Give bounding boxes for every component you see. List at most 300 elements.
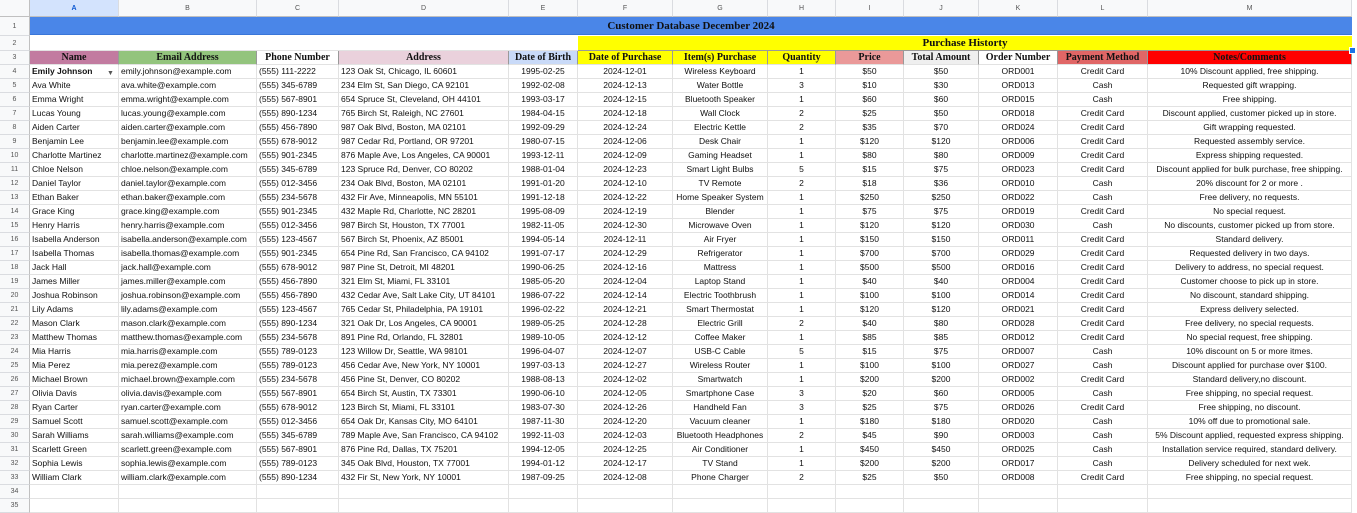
cell-g32[interactable]: TV Stand [673, 457, 768, 471]
cell-d33[interactable]: 432 Fir St, New York, NY 10001 [339, 471, 509, 485]
cell-l22[interactable]: Credit Card [1058, 317, 1148, 331]
cell-c19[interactable]: (555) 456-7890 [257, 275, 339, 289]
cell-a26[interactable]: Michael Brown [30, 373, 119, 387]
cell-k5[interactable]: ORD013 [979, 79, 1058, 93]
cell-a29[interactable]: Samuel Scott [30, 415, 119, 429]
cell-i10[interactable]: $80 [836, 149, 904, 163]
cell-e31[interactable]: 1994-12-05 [509, 443, 578, 457]
cell-a18[interactable]: Jack Hall [30, 261, 119, 275]
cell-a25[interactable]: Mia Perez [30, 359, 119, 373]
cell-h21[interactable]: 1 [768, 303, 836, 317]
cell-i31[interactable]: $450 [836, 443, 904, 457]
cell-m24[interactable]: 10% discount on 5 or more itmes. [1148, 345, 1352, 359]
row-header-33[interactable]: 33 [0, 471, 30, 485]
cell-c30[interactable]: (555) 345-6789 [257, 429, 339, 443]
row-header-18[interactable]: 18 [0, 261, 30, 275]
cell-a33[interactable]: William Clark [30, 471, 119, 485]
cell-d24[interactable]: 123 Willow Dr, Seattle, WA 98101 [339, 345, 509, 359]
cell-d6[interactable]: 654 Spruce St, Cleveland, OH 44101 [339, 93, 509, 107]
column-header-d[interactable]: D [339, 0, 509, 17]
cell-b31[interactable]: scarlett.green@example.com [119, 443, 257, 457]
cell-h12[interactable]: 2 [768, 177, 836, 191]
column-header-e[interactable]: E [509, 0, 578, 17]
column-header-g[interactable]: G [673, 0, 768, 17]
cell-c33[interactable]: (555) 890-1234 [257, 471, 339, 485]
cell-f4[interactable]: 2024-12-01 [578, 65, 673, 79]
cell-h30[interactable]: 2 [768, 429, 836, 443]
cell-k7[interactable]: ORD018 [979, 107, 1058, 121]
header-price[interactable]: Price [836, 51, 904, 65]
cell-h10[interactable]: 1 [768, 149, 836, 163]
cell-a13[interactable]: Ethan Baker [30, 191, 119, 205]
cell-i15[interactable]: $120 [836, 219, 904, 233]
cell-a22[interactable]: Mason Clark [30, 317, 119, 331]
cell-k31[interactable]: ORD025 [979, 443, 1058, 457]
cell-i12[interactable]: $18 [836, 177, 904, 191]
cell-k33[interactable]: ORD008 [979, 471, 1058, 485]
cell-g14[interactable]: Blender [673, 205, 768, 219]
column-header-l[interactable]: L [1058, 0, 1148, 17]
cell-a30[interactable]: Sarah Williams [30, 429, 119, 443]
cell-h5[interactable]: 3 [768, 79, 836, 93]
cell-k13[interactable]: ORD022 [979, 191, 1058, 205]
cell-m26[interactable]: Standard delivery,no discount. [1148, 373, 1352, 387]
cell-i33[interactable]: $25 [836, 471, 904, 485]
cell-b27[interactable]: olivia.davis@example.com [119, 387, 257, 401]
row-header-24[interactable]: 24 [0, 345, 30, 359]
cell-i35[interactable] [836, 499, 904, 513]
cell-f22[interactable]: 2024-12-28 [578, 317, 673, 331]
cell-d19[interactable]: 321 Elm St, Miami, FL 33101 [339, 275, 509, 289]
cell-g11[interactable]: Smart Light Bulbs [673, 163, 768, 177]
row-header-28[interactable]: 28 [0, 401, 30, 415]
row-header-29[interactable]: 29 [0, 415, 30, 429]
cell-c22[interactable]: (555) 890-1234 [257, 317, 339, 331]
cell-c8[interactable]: (555) 456-7890 [257, 121, 339, 135]
cell-b4[interactable]: emily.johnson@example.com [119, 65, 257, 79]
cell-c31[interactable]: (555) 567-8901 [257, 443, 339, 457]
cell-h33[interactable]: 2 [768, 471, 836, 485]
cell-g9[interactable]: Desk Chair [673, 135, 768, 149]
cell-b30[interactable]: sarah.williams@example.com [119, 429, 257, 443]
cell-j13[interactable]: $250 [904, 191, 979, 205]
cell-i19[interactable]: $40 [836, 275, 904, 289]
cell-b26[interactable]: michael.brown@example.com [119, 373, 257, 387]
cell-a10[interactable]: Charlotte Martinez [30, 149, 119, 163]
cell-b19[interactable]: james.miller@example.com [119, 275, 257, 289]
row-header-26[interactable]: 26 [0, 373, 30, 387]
cell-j5[interactable]: $30 [904, 79, 979, 93]
cell-d16[interactable]: 567 Birch St, Phoenix, AZ 85001 [339, 233, 509, 247]
cell-l35[interactable] [1058, 499, 1148, 513]
header-address[interactable]: Address [339, 51, 509, 65]
cell-c7[interactable]: (555) 890-1234 [257, 107, 339, 121]
cell-e8[interactable]: 1992-09-29 [509, 121, 578, 135]
cell-f34[interactable] [578, 485, 673, 499]
cell-b7[interactable]: lucas.young@example.com [119, 107, 257, 121]
cell-e28[interactable]: 1983-07-30 [509, 401, 578, 415]
cell-m18[interactable]: Delivery to address, no special request. [1148, 261, 1352, 275]
header-name[interactable]: Name [30, 51, 119, 65]
column-header-h[interactable]: H [768, 0, 836, 17]
cell-d31[interactable]: 876 Pine Rd, Dallas, TX 75201 [339, 443, 509, 457]
cell-b25[interactable]: mia.perez@example.com [119, 359, 257, 373]
cell-d26[interactable]: 456 Pine St, Denver, CO 80202 [339, 373, 509, 387]
cell-d10[interactable]: 876 Maple Ave, Los Angeles, CA 90001 [339, 149, 509, 163]
cell-b28[interactable]: ryan.carter@example.com [119, 401, 257, 415]
cell-k28[interactable]: ORD026 [979, 401, 1058, 415]
cell-a17[interactable]: Isabella Thomas [30, 247, 119, 261]
row-header-20[interactable]: 20 [0, 289, 30, 303]
cell-f29[interactable]: 2024-12-20 [578, 415, 673, 429]
cell-l28[interactable]: Credit Card [1058, 401, 1148, 415]
cell-i7[interactable]: $25 [836, 107, 904, 121]
cell-b5[interactable]: ava.white@example.com [119, 79, 257, 93]
cell-i23[interactable]: $85 [836, 331, 904, 345]
cell-i17[interactable]: $700 [836, 247, 904, 261]
cell-h11[interactable]: 5 [768, 163, 836, 177]
cell-e7[interactable]: 1984-04-15 [509, 107, 578, 121]
cell-l4[interactable]: Credit Card [1058, 65, 1148, 79]
cell-g31[interactable]: Air Conditioner [673, 443, 768, 457]
cell-c27[interactable]: (555) 567-8901 [257, 387, 339, 401]
cell-b9[interactable]: benjamin.lee@example.com [119, 135, 257, 149]
cell-j7[interactable]: $50 [904, 107, 979, 121]
cell-f6[interactable]: 2024-12-15 [578, 93, 673, 107]
cell-b17[interactable]: isabella.thomas@example.com [119, 247, 257, 261]
row-header-16[interactable]: 16 [0, 233, 30, 247]
row-header-4[interactable]: 4 [0, 65, 30, 79]
cell-e26[interactable]: 1988-08-13 [509, 373, 578, 387]
cell-h16[interactable]: 1 [768, 233, 836, 247]
cell-d27[interactable]: 654 Birch St, Austin, TX 73301 [339, 387, 509, 401]
cell-j24[interactable]: $75 [904, 345, 979, 359]
cell-i32[interactable]: $200 [836, 457, 904, 471]
cell-e22[interactable]: 1989-05-25 [509, 317, 578, 331]
row-header-25[interactable]: 25 [0, 359, 30, 373]
cell-b33[interactable]: william.clark@example.com [119, 471, 257, 485]
cell-h19[interactable]: 1 [768, 275, 836, 289]
cell-m33[interactable]: Free shipping, no special request. [1148, 471, 1352, 485]
cell-h14[interactable]: 1 [768, 205, 836, 219]
cell-h15[interactable]: 1 [768, 219, 836, 233]
cell-i34[interactable] [836, 485, 904, 499]
cell-l25[interactable]: Cash [1058, 359, 1148, 373]
cell-e6[interactable]: 1993-03-17 [509, 93, 578, 107]
cell-i21[interactable]: $120 [836, 303, 904, 317]
row-header-34[interactable]: 34 [0, 485, 30, 499]
cell-j16[interactable]: $150 [904, 233, 979, 247]
cell-j11[interactable]: $75 [904, 163, 979, 177]
cell-c28[interactable]: (555) 678-9012 [257, 401, 339, 415]
cell-e27[interactable]: 1990-06-10 [509, 387, 578, 401]
cell-f15[interactable]: 2024-12-30 [578, 219, 673, 233]
cell-b20[interactable]: joshua.robinson@example.com [119, 289, 257, 303]
row-header-17[interactable]: 17 [0, 247, 30, 261]
cell-i11[interactable]: $15 [836, 163, 904, 177]
row-header-35[interactable]: 35 [0, 499, 30, 513]
cell-k11[interactable]: ORD023 [979, 163, 1058, 177]
cell-f20[interactable]: 2024-12-14 [578, 289, 673, 303]
row-header-1[interactable]: 1 [0, 17, 30, 36]
cell-a27[interactable]: Olivia Davis [30, 387, 119, 401]
cell-b13[interactable]: ethan.baker@example.com [119, 191, 257, 205]
cell-e34[interactable] [509, 485, 578, 499]
cell-l21[interactable]: Credit Card [1058, 303, 1148, 317]
cell-j21[interactable]: $120 [904, 303, 979, 317]
cell-g10[interactable]: Gaming Headset [673, 149, 768, 163]
cell-k9[interactable]: ORD006 [979, 135, 1058, 149]
cell-m31[interactable]: Installation service required, standard delivery. [1148, 443, 1352, 457]
cell-k17[interactable]: ORD029 [979, 247, 1058, 261]
row-header-6[interactable]: 6 [0, 93, 30, 107]
cell-a24[interactable]: Mia Harris [30, 345, 119, 359]
cell-m23[interactable]: No special request, free shipping. [1148, 331, 1352, 345]
row-header-3[interactable]: 3 [0, 51, 30, 65]
cell-l33[interactable]: Credit Card [1058, 471, 1148, 485]
cell-f5[interactable]: 2024-12-13 [578, 79, 673, 93]
cell-d13[interactable]: 432 Fir Ave, Minneapolis, MN 55101 [339, 191, 509, 205]
row-header-5[interactable]: 5 [0, 79, 30, 93]
cell-e12[interactable]: 1991-01-20 [509, 177, 578, 191]
row-header-8[interactable]: 8 [0, 121, 30, 135]
cell-l18[interactable]: Credit Card [1058, 261, 1148, 275]
cell-b14[interactable]: grace.king@example.com [119, 205, 257, 219]
cell-k12[interactable]: ORD010 [979, 177, 1058, 191]
cell-c11[interactable]: (555) 345-6789 [257, 163, 339, 177]
cell-g17[interactable]: Refrigerator [673, 247, 768, 261]
cell-l6[interactable]: Cash [1058, 93, 1148, 107]
cell-b34[interactable] [119, 485, 257, 499]
column-header-k[interactable]: K [979, 0, 1058, 17]
row-2-blank-cells[interactable] [30, 36, 578, 51]
cell-c21[interactable]: (555) 123-4567 [257, 303, 339, 317]
cell-f18[interactable]: 2024-12-16 [578, 261, 673, 275]
cell-g28[interactable]: Handheld Fan [673, 401, 768, 415]
cell-a21[interactable]: Lily Adams [30, 303, 119, 317]
cell-i9[interactable]: $120 [836, 135, 904, 149]
column-header-f[interactable]: F [578, 0, 673, 17]
cell-m9[interactable]: Requested assembly service. [1148, 135, 1352, 149]
cell-b29[interactable]: samuel.scott@example.com [119, 415, 257, 429]
cell-l17[interactable]: Credit Card [1058, 247, 1148, 261]
cell-b11[interactable]: chloe.nelson@example.com [119, 163, 257, 177]
row-header-27[interactable]: 27 [0, 387, 30, 401]
cell-b22[interactable]: mason.clark@example.com [119, 317, 257, 331]
cell-j8[interactable]: $70 [904, 121, 979, 135]
cell-g20[interactable]: Electric Toothbrush [673, 289, 768, 303]
cell-l32[interactable]: Cash [1058, 457, 1148, 471]
cell-j19[interactable]: $40 [904, 275, 979, 289]
cell-a15[interactable]: Henry Harris [30, 219, 119, 233]
cell-e35[interactable] [509, 499, 578, 513]
cell-d28[interactable]: 123 Birch St, Miami, FL 33101 [339, 401, 509, 415]
cell-b6[interactable]: emma.wright@example.com [119, 93, 257, 107]
cell-h34[interactable] [768, 485, 836, 499]
cell-a14[interactable]: Grace King [30, 205, 119, 219]
cell-g15[interactable]: Microwave Oven [673, 219, 768, 233]
cell-d4[interactable]: 123 Oak St, Chicago, IL 60601 [339, 65, 509, 79]
header-order-number[interactable]: Order Number [979, 51, 1058, 65]
cell-k22[interactable]: ORD028 [979, 317, 1058, 331]
row-header-7[interactable]: 7 [0, 107, 30, 121]
cell-h31[interactable]: 1 [768, 443, 836, 457]
cell-g35[interactable] [673, 499, 768, 513]
cell-f31[interactable]: 2024-12-25 [578, 443, 673, 457]
cell-j15[interactable]: $120 [904, 219, 979, 233]
cell-k26[interactable]: ORD002 [979, 373, 1058, 387]
cell-m12[interactable]: 20% discount for 2 or more . [1148, 177, 1352, 191]
row-header-15[interactable]: 15 [0, 219, 30, 233]
cell-k32[interactable]: ORD017 [979, 457, 1058, 471]
row-header-32[interactable]: 32 [0, 457, 30, 471]
cell-c17[interactable]: (555) 901-2345 [257, 247, 339, 261]
cell-g24[interactable]: USB-C Cable [673, 345, 768, 359]
cell-a16[interactable]: Isabella Anderson [30, 233, 119, 247]
cell-e16[interactable]: 1994-05-14 [509, 233, 578, 247]
cell-m27[interactable]: Free shipping, no special request. [1148, 387, 1352, 401]
column-header-b[interactable]: B [119, 0, 257, 17]
column-header-m[interactable]: M [1148, 0, 1352, 17]
cell-k23[interactable]: ORD012 [979, 331, 1058, 345]
cell-f12[interactable]: 2024-12-10 [578, 177, 673, 191]
cell-k18[interactable]: ORD016 [979, 261, 1058, 275]
cell-j4[interactable]: $50 [904, 65, 979, 79]
cell-l7[interactable]: Credit Card [1058, 107, 1148, 121]
cell-m32[interactable]: Delivery scheduled for next wek. [1148, 457, 1352, 471]
header-payment-method[interactable]: Payment Method [1058, 51, 1148, 65]
cell-b35[interactable] [119, 499, 257, 513]
column-header-c[interactable]: C [257, 0, 339, 17]
cell-h4[interactable]: 1 [768, 65, 836, 79]
cell-e33[interactable]: 1987-09-25 [509, 471, 578, 485]
cell-k8[interactable]: ORD024 [979, 121, 1058, 135]
cell-l29[interactable]: Cash [1058, 415, 1148, 429]
cell-i6[interactable]: $60 [836, 93, 904, 107]
cell-c20[interactable]: (555) 456-7890 [257, 289, 339, 303]
cell-c15[interactable]: (555) 012-3456 [257, 219, 339, 233]
cell-h13[interactable]: 1 [768, 191, 836, 205]
cell-l30[interactable]: Cash [1058, 429, 1148, 443]
cell-e5[interactable]: 1992-02-08 [509, 79, 578, 93]
cell-i26[interactable]: $200 [836, 373, 904, 387]
cell-g5[interactable]: Water Bottle [673, 79, 768, 93]
cell-j10[interactable]: $80 [904, 149, 979, 163]
header-notes-comments[interactable]: Notes/Comments [1148, 51, 1352, 65]
selection-handle[interactable] [1349, 47, 1356, 54]
cell-a35[interactable] [30, 499, 119, 513]
cell-c35[interactable] [257, 499, 339, 513]
cell-k35[interactable] [979, 499, 1058, 513]
cell-i13[interactable]: $250 [836, 191, 904, 205]
cell-a28[interactable]: Ryan Carter [30, 401, 119, 415]
cell-d12[interactable]: 234 Oak Blvd, Boston, MA 02101 [339, 177, 509, 191]
cell-e25[interactable]: 1997-03-13 [509, 359, 578, 373]
cell-k29[interactable]: ORD020 [979, 415, 1058, 429]
cell-f23[interactable]: 2024-12-12 [578, 331, 673, 345]
cell-g7[interactable]: Wall Clock [673, 107, 768, 121]
cell-h6[interactable]: 1 [768, 93, 836, 107]
header-phone-number[interactable]: Phone Number [257, 51, 339, 65]
row-header-10[interactable]: 10 [0, 149, 30, 163]
cell-j6[interactable]: $60 [904, 93, 979, 107]
cell-j27[interactable]: $60 [904, 387, 979, 401]
cell-b8[interactable]: aiden.carter@example.com [119, 121, 257, 135]
cell-m13[interactable]: Free delivery, no requests. [1148, 191, 1352, 205]
cell-i20[interactable]: $100 [836, 289, 904, 303]
cell-e4[interactable]: 1995-02-25 [509, 65, 578, 79]
cell-l26[interactable]: Credit Card [1058, 373, 1148, 387]
cell-j33[interactable]: $50 [904, 471, 979, 485]
cell-f11[interactable]: 2024-12-23 [578, 163, 673, 177]
cell-i5[interactable]: $10 [836, 79, 904, 93]
cell-a7[interactable]: Lucas Young [30, 107, 119, 121]
cell-l19[interactable]: Credit Card [1058, 275, 1148, 289]
cell-h35[interactable] [768, 499, 836, 513]
cell-k14[interactable]: ORD019 [979, 205, 1058, 219]
cell-c23[interactable]: (555) 234-5678 [257, 331, 339, 345]
cell-g29[interactable]: Vacuum cleaner [673, 415, 768, 429]
cell-d11[interactable]: 123 Spruce Rd, Denver, CO 80202 [339, 163, 509, 177]
cell-l13[interactable]: Cash [1058, 191, 1148, 205]
cell-c5[interactable]: (555) 345-6789 [257, 79, 339, 93]
cell-d29[interactable]: 654 Oak Dr, Kansas City, MO 64101 [339, 415, 509, 429]
cell-e10[interactable]: 1993-12-11 [509, 149, 578, 163]
cell-h32[interactable]: 1 [768, 457, 836, 471]
cell-a20[interactable]: Joshua Robinson [30, 289, 119, 303]
cell-g4[interactable]: Wireless Keyboard [673, 65, 768, 79]
cell-j9[interactable]: $120 [904, 135, 979, 149]
cell-a11[interactable]: Chloe Nelson [30, 163, 119, 177]
cell-e14[interactable]: 1995-08-09 [509, 205, 578, 219]
cell-e30[interactable]: 1992-11-03 [509, 429, 578, 443]
cell-h22[interactable]: 2 [768, 317, 836, 331]
cell-f19[interactable]: 2024-12-04 [578, 275, 673, 289]
cell-i29[interactable]: $180 [836, 415, 904, 429]
row-header-23[interactable]: 23 [0, 331, 30, 345]
cell-k30[interactable]: ORD003 [979, 429, 1058, 443]
cell-b10[interactable]: charlotte.martinez@example.com [119, 149, 257, 163]
cell-j32[interactable]: $200 [904, 457, 979, 471]
cell-l15[interactable]: Cash [1058, 219, 1148, 233]
cell-i18[interactable]: $500 [836, 261, 904, 275]
cell-b18[interactable]: jack.hall@example.com [119, 261, 257, 275]
cell-k10[interactable]: ORD009 [979, 149, 1058, 163]
cell-f28[interactable]: 2024-12-26 [578, 401, 673, 415]
cell-m16[interactable]: Standard delivery. [1148, 233, 1352, 247]
cell-i30[interactable]: $45 [836, 429, 904, 443]
cell-l10[interactable]: Credit Card [1058, 149, 1148, 163]
row-header-13[interactable]: 13 [0, 191, 30, 205]
cell-j14[interactable]: $75 [904, 205, 979, 219]
cell-i25[interactable]: $100 [836, 359, 904, 373]
cell-e20[interactable]: 1986-07-22 [509, 289, 578, 303]
cell-j12[interactable]: $36 [904, 177, 979, 191]
cell-k21[interactable]: ORD021 [979, 303, 1058, 317]
cell-c13[interactable]: (555) 234-5678 [257, 191, 339, 205]
cell-g18[interactable]: Mattress [673, 261, 768, 275]
row-header-12[interactable]: 12 [0, 177, 30, 191]
cell-g12[interactable]: TV Remote [673, 177, 768, 191]
cell-f27[interactable]: 2024-12-05 [578, 387, 673, 401]
cell-m21[interactable]: Express delivery selected. [1148, 303, 1352, 317]
cell-a5[interactable]: Ava White [30, 79, 119, 93]
cell-l5[interactable]: Cash [1058, 79, 1148, 93]
cell-e21[interactable]: 1996-02-22 [509, 303, 578, 317]
cell-m11[interactable]: Discount applied for bulk purchase, free shipping. [1148, 163, 1352, 177]
cell-j26[interactable]: $200 [904, 373, 979, 387]
cell-e15[interactable]: 1982-11-05 [509, 219, 578, 233]
